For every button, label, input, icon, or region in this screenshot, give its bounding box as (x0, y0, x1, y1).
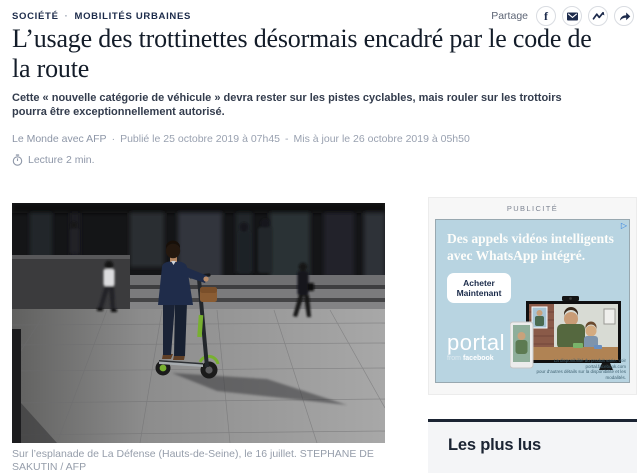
share-toolbar (491, 6, 634, 26)
byline-separator: · (111, 133, 116, 145)
ad-headline: Des appels vidéos intelligents avec WhatsApp intégré. (447, 231, 614, 263)
messenger-icon (592, 11, 605, 21)
article-figure (12, 203, 385, 473)
facebook-icon: f (544, 9, 548, 23)
reading-time-label: Lecture 2 min. (28, 154, 95, 166)
article-description: Cette « nouvelle catégorie de véhicule » devra rester sur les pistes cyclables, mais rouler sur les trottoirs pourra être exceptionnellement autorisé. (12, 92, 562, 118)
portal-logo-tagline: from facebook (447, 355, 494, 362)
reading-time (12, 154, 95, 166)
breadcrumb-subsection-link[interactable]: MOBILITÉS URBAINES (74, 10, 192, 22)
article-photo (12, 203, 385, 443)
share-more-button[interactable] (614, 6, 634, 26)
published-date: Publié le 25 octobre 2019 à 07h45 (120, 133, 281, 145)
most-read-title: Les plus lus (448, 436, 541, 454)
ad-brand (447, 332, 505, 362)
ad-disclaimer: La disponibilité du produit varie. Voir portal.facebook.com pour d’autres détails sur la disponibilité et les modalités. (536, 358, 626, 380)
messenger-share-button[interactable] (588, 6, 608, 26)
ad-cta-button[interactable]: Acheter Maintenant (447, 273, 511, 303)
byline (12, 133, 470, 145)
updated-separator: - (285, 133, 289, 145)
page-title: L’usage des trottinettes désormais encadré par le code de la route (12, 24, 592, 83)
ad-panel (428, 197, 637, 395)
breadcrumb-separator: · (64, 10, 69, 22)
share-arrow-icon (618, 11, 631, 22)
updated-date: Mis à jour le 26 octobre 2019 à 05h50 (293, 133, 470, 145)
email-icon (566, 11, 579, 22)
share-label: Partage (491, 10, 528, 22)
ad-label: PUBLICITÉ (506, 204, 559, 213)
breadcrumb (12, 11, 191, 22)
portal-logo: portal (447, 330, 506, 355)
photo-caption: Sur l’esplanade de La Défense (Hauts-de-Seine), le 16 juillet. STEPHANE DE SAKUTIN / AFP (12, 448, 374, 473)
adchoices-triangle-icon[interactable]: ▷ (620, 221, 627, 230)
breadcrumb-section-link[interactable]: SOCIÉTÉ (12, 10, 59, 22)
most-read-widget (428, 419, 637, 473)
stopwatch-icon (12, 154, 23, 166)
email-share-button[interactable] (562, 6, 582, 26)
author: Le Monde avec AFP (12, 133, 107, 145)
scooter-photo-illustration (12, 203, 385, 443)
facebook-share-button[interactable] (536, 6, 556, 26)
ad-creative[interactable] (435, 219, 630, 383)
most-read-box (428, 422, 637, 473)
